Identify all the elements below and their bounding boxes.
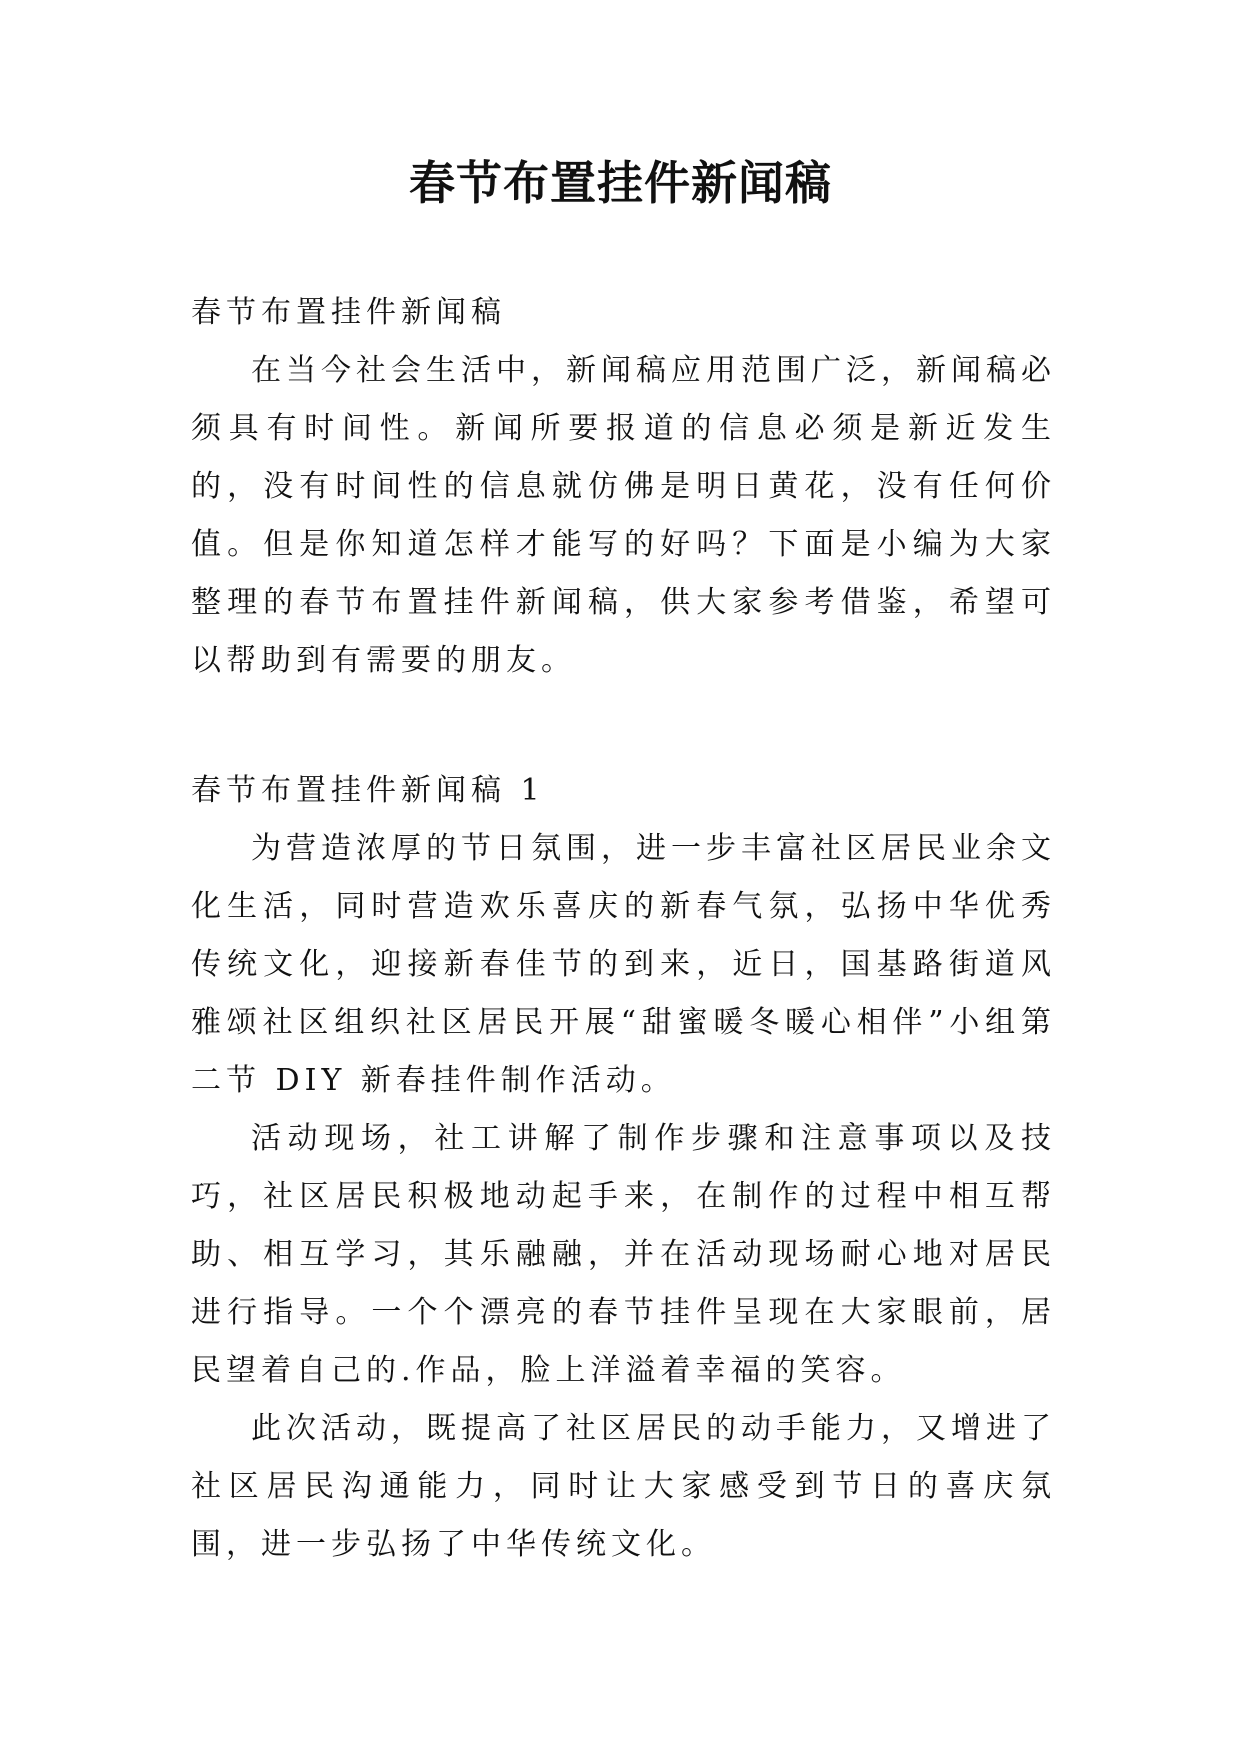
section-paragraph: 此次活动，既提高了社区居民的动手能力，又增进了社区居民沟通能力，同时让大家感受到节日的喜庆氛围，进一步弘扬了中华传统文化。 — [191, 1411, 1056, 1562]
section-paragraph: 活动现场，社工讲解了制作步骤和注意事项以及技巧，社区居民积极地动起手来，在制作的过程中相互帮助、相互学习，其乐融融，并在活动现场耐心地对居民进行指导。一个个漂亮的春节挂件呈现在大家眼前，居民望着自己的.作品，脸上洋溢着幸福的笑容。 — [191, 1121, 1056, 1388]
section-heading: 春节布置挂件新闻稿 1 — [191, 773, 545, 808]
section-spacer — [191, 690, 1056, 762]
intro-paragraph: 在当今社会生活中，新闻稿应用范围广泛，新闻稿必须具有时间性。新闻所要报道的信息必须是新近发生的，没有时间性的信息就仿佛是明日黄花，没有任何价值。但是你知道怎样才能写的好吗？下面是小编为大家整理的春节布置挂件新闻稿，供大家参考借鉴，希望可以帮助到有需要的朋友。 — [191, 353, 1056, 678]
document-body — [191, 284, 1056, 1574]
document-title: 春节布置挂件新闻稿 — [409, 156, 832, 210]
intro-heading: 春节布置挂件新闻稿 — [191, 295, 506, 330]
section-paragraph: 为营造浓厚的节日氛围，进一步丰富社区居民业余文化生活，同时营造欢乐喜庆的新春气氛，弘扬中华优秀传统文化，迎接新春佳节的到来，近日，国基路街道风雅颂社区组织社区居民开展“甜蜜暖冬暖心相伴”小组第二节 DIY 新春挂件制作活动。 — [191, 831, 1056, 1098]
